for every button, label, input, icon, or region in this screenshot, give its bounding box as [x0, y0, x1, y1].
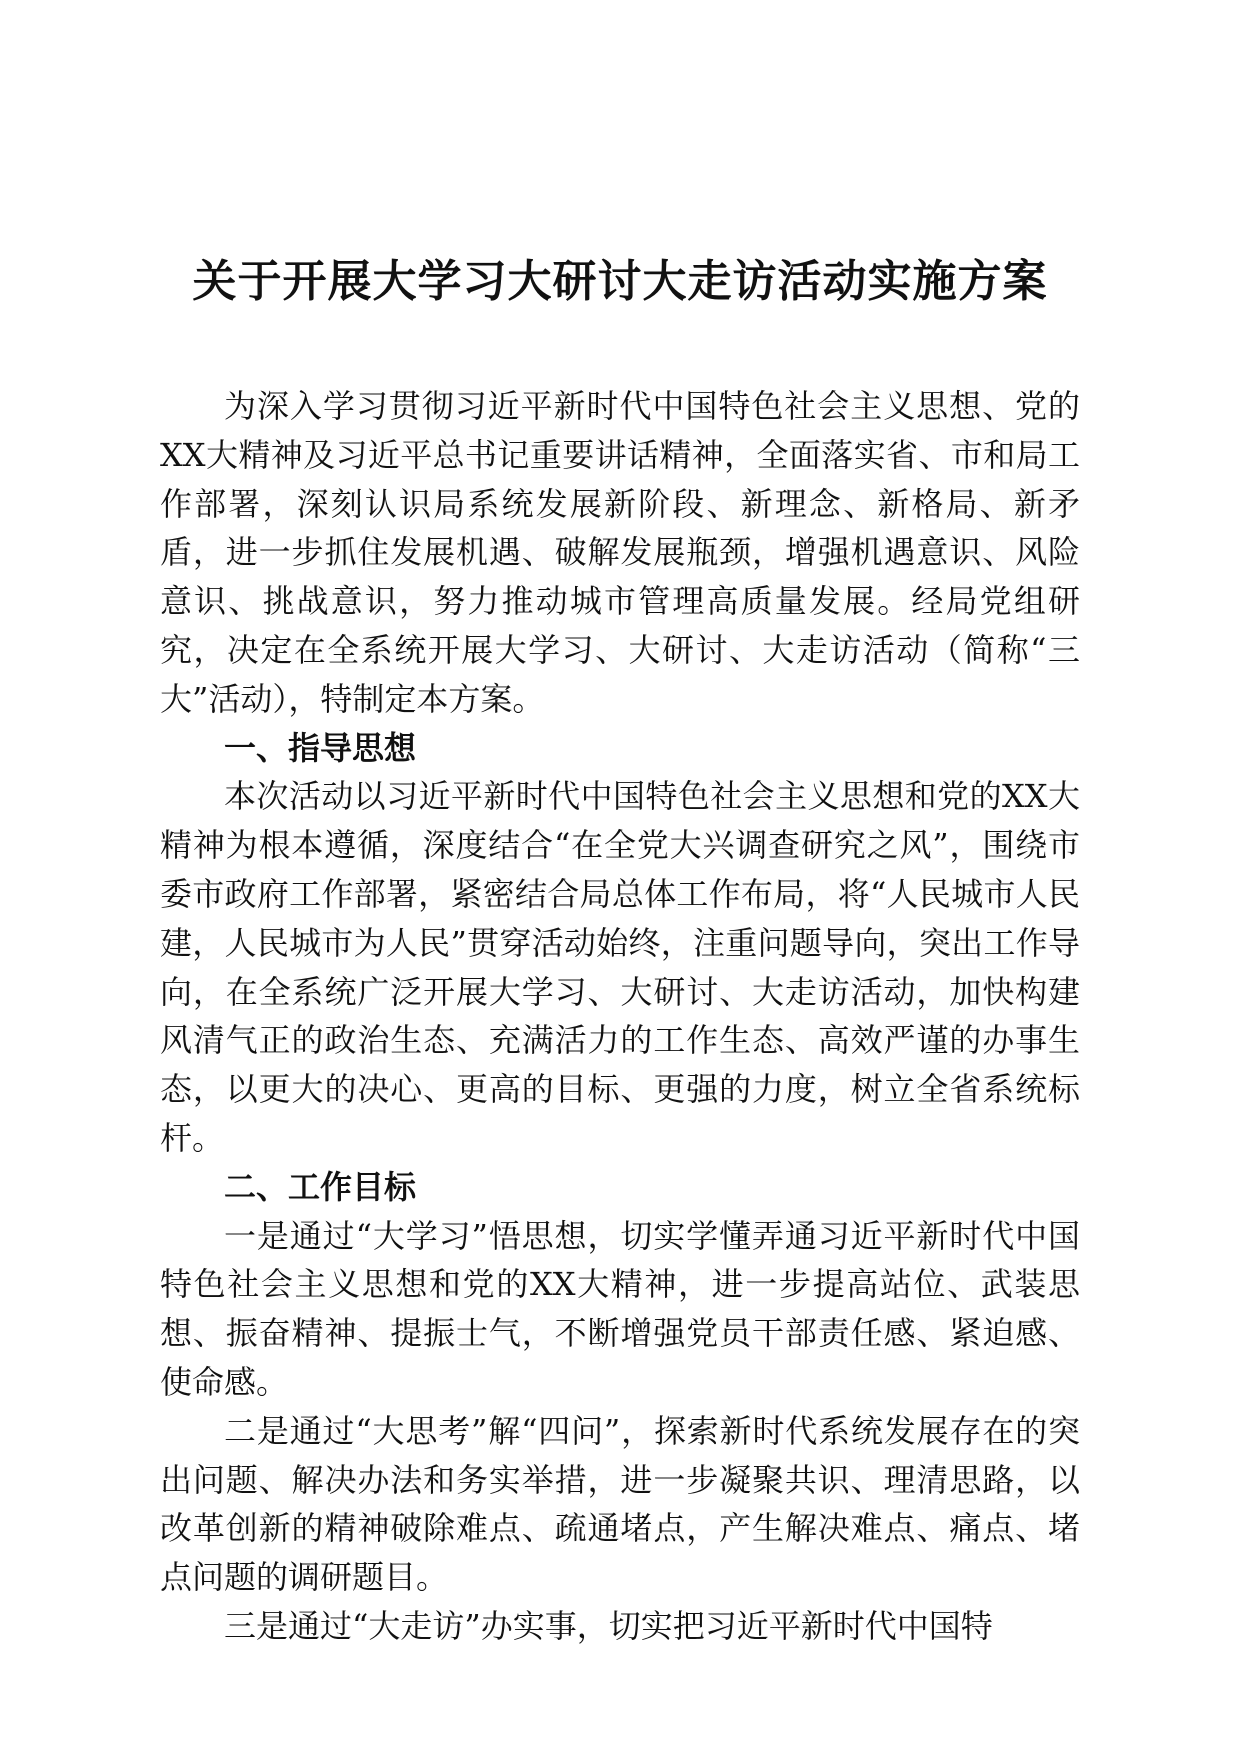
section-heading-guiding-thought: 一、指导思想 — [224, 728, 417, 767]
guiding-thought-paragraph: 本次活动以习近平新时代中国特色社会主义思想和党的XX大精神为根本遵循，深度结合“在全党大兴调查研究之风”，围绕市委市政府工作部署，紧密结合局总体工作布局，将“人民城市人民建，人民城市为人民”贯穿活动始终，注重问题导向，突出工作导向，在全系统广泛开展大学习、大研讨、大走访活动，加快构建风清气正的政治生态、充满活力的工作生态、高效严谨的办事生态，以更大的决心、更高的目标、更强的力度，树立全省系统标杆。 — [160, 777, 1080, 1157]
work-goal-paragraph-3: 三是通过“大走访”办实事，切实把习近平新时代中国特 — [224, 1606, 993, 1645]
document-body — [160, 382, 1080, 1651]
intro-paragraph: 为深入学习贯彻习近平新时代中国特色社会主义思想、党的XX大精神及习近平总书记重要讲话精神，全面落实省、市和局工作部署，深刻认识局系统发展新阶段、新理念、新格局、新矛盾，进一步抓住发展机遇、破解发展瓶颈，增强机遇意识、风险意识、挑战意识，努力推动城市管理高质量发展。经局党组研究，决定在全系统开展大学习、大研讨、大走访活动（简称“三大”活动），特制定本方案。 — [160, 387, 1080, 718]
work-goal-paragraph-1: 一是通过“大学习”悟思想，切实学懂弄通习近平新时代中国特色社会主义思想和党的XX大精神，进一步提高站位、武装思想、振奋精神、提振士气，不断增强党员干部责任感、紧迫感、使命感。 — [160, 1216, 1080, 1401]
section-heading-work-goals: 二、工作目标 — [224, 1167, 417, 1206]
document-title: 关于开展大学习大研讨大走访活动实施方案 — [192, 256, 1048, 307]
work-goal-paragraph-2: 二是通过“大思考”解“四问”，探索新时代系统发展存在的突出问题、解决办法和务实举措，进一步凝聚共识、理清思路，以改革创新的精神破除难点、疏通堵点，产生解决难点、痛点、堵点问题的调研题目。 — [160, 1411, 1080, 1597]
